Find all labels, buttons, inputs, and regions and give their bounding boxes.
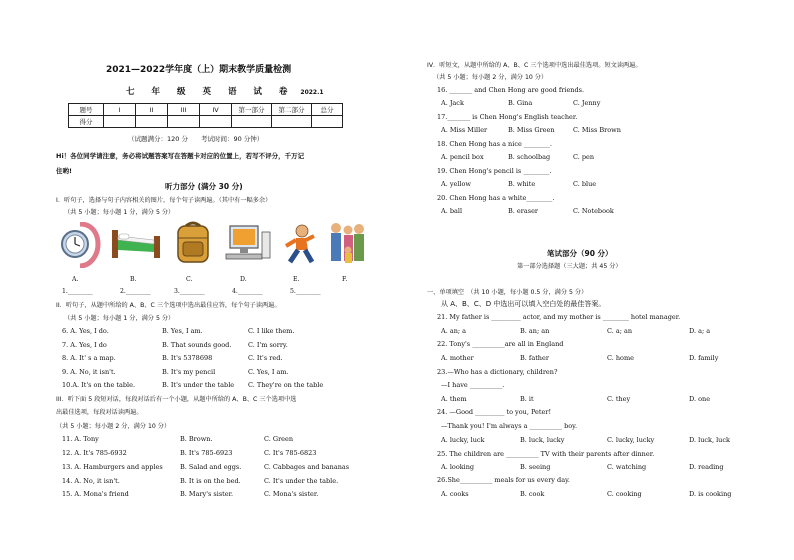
score-cell[interactable] — [136, 116, 168, 128]
option-text[interactable]: 11. A. Tony — [62, 435, 99, 443]
option-text[interactable]: B. an; an — [520, 327, 550, 335]
option-text[interactable]: 9. A. No, it isn't. — [62, 368, 116, 376]
option-text[interactable]: D. luck, luck — [689, 436, 730, 444]
option-text[interactable]: B. It's 5378698 — [162, 354, 213, 362]
option-text[interactable]: B. Mary's sister. — [180, 490, 234, 498]
option-text[interactable]: C. Green — [264, 435, 294, 443]
option-text[interactable]: B. schoolbag — [508, 153, 551, 161]
option-text[interactable]: 14. A. No, it isn't. — [62, 477, 120, 485]
option-text[interactable]: C. Miss Brown — [573, 126, 621, 134]
exam-info: （试题满分：120 分 考试时间：90 分钟） — [128, 135, 264, 143]
question-text: 17._______ is Chen Hong's English teacher. — [437, 113, 578, 121]
option-text[interactable]: B. luck, lucky — [520, 436, 565, 444]
option-text[interactable]: D. a; a — [689, 327, 711, 335]
option-text[interactable]: D. is cooking — [689, 490, 732, 498]
question-text: 18. Chen Hong has a nice ________. — [437, 140, 552, 148]
picture-letter: A. — [72, 276, 79, 283]
score-cell: 第一部分 — [232, 104, 272, 116]
score-cell[interactable] — [168, 116, 200, 128]
option-text[interactable]: B. Salad and eggs. — [180, 463, 242, 471]
answer-blank[interactable]: 2.________ — [120, 288, 151, 295]
option-text[interactable]: C. blue — [573, 180, 597, 188]
exam-date: 2022.1 — [300, 89, 324, 96]
subtitle-char: 试 — [253, 87, 262, 97]
option-text[interactable]: B. Brown. — [180, 435, 213, 443]
listening-header: 听力部分 (满分 30 分) — [165, 182, 243, 191]
question-text: 23.—Who has a dictionary, children? — [437, 368, 558, 376]
computer-icon — [224, 222, 272, 264]
bed-icon — [110, 222, 162, 262]
option-text[interactable]: B. It's 785-6923 — [180, 449, 233, 457]
question-text: —I have __________. — [441, 381, 505, 389]
option-text[interactable]: C. home — [607, 354, 634, 362]
section3-instruction-1: III．听下面 5 段短对话，每段对话后有一个小题，从题中所给的 A、B、C 三个选项中选 — [56, 396, 297, 403]
score-cell[interactable] — [312, 116, 343, 128]
option-text[interactable]: A. pencil box — [441, 153, 484, 161]
option-text[interactable]: C. It's under the table. — [264, 477, 339, 485]
score-cell[interactable] — [232, 116, 272, 128]
question-text: —Thank you! I'm always a __________ boy. — [441, 422, 578, 430]
question-text: 20. Chen Hong has a white________. — [437, 194, 555, 202]
question-text: 16. _______ and Chen Hong are good friends. — [437, 86, 585, 94]
section2-instruction: II．听句子，从题中所给的 A、B、C 三个选项中选出最佳应答，每个句子读两遍。 — [56, 302, 281, 309]
option-text[interactable]: C. pen — [573, 153, 595, 161]
option-text[interactable]: C. I'm sorry. — [248, 341, 288, 349]
option-text[interactable]: A. cooks — [441, 490, 469, 498]
score-cell[interactable] — [272, 116, 312, 128]
option-text[interactable]: C. They're on the table — [248, 381, 324, 389]
written-header: 笔试部分（90 分） — [547, 249, 613, 258]
answer-blank[interactable]: 3.________ — [174, 288, 205, 295]
option-text[interactable]: A. an; a — [441, 327, 467, 335]
option-text[interactable]: C. It's red. — [248, 354, 283, 362]
picture-letter: E. — [293, 276, 300, 283]
score-table — [68, 103, 343, 128]
score-cell: I — [104, 104, 136, 116]
score-table-score-row — [69, 116, 343, 128]
option-text[interactable]: 10.A. It's on the table. — [62, 381, 136, 389]
option-text[interactable]: A. ball — [441, 207, 463, 215]
option-text[interactable]: A. yellow — [441, 180, 471, 188]
answer-blank[interactable]: 4.________ — [232, 288, 263, 295]
family-icon — [326, 220, 370, 268]
part1-header: 第一部分选择题（三大题；共 45 分） — [517, 263, 622, 270]
option-text[interactable]: C. It's 785-6823 — [264, 449, 317, 457]
option-text[interactable]: C. a; an — [607, 327, 633, 335]
score-table-header-row — [69, 104, 343, 116]
section1-written-sub: 从 A、B、C、D 中选出可以填入空白处的最佳答案。 — [441, 300, 606, 308]
notice-line-1: Hi！各位同学请注意，务必将试题答案写在答题卡对应的位置上，若写不评分，千万记 — [56, 152, 305, 160]
picture-letter: C. — [186, 276, 193, 283]
watch-icon — [58, 222, 102, 268]
score-cell[interactable] — [104, 116, 136, 128]
answer-blank[interactable]: 1.________ — [62, 288, 93, 295]
option-text[interactable]: B. it — [520, 395, 534, 403]
exam-title: 2021—2022学年度（上）期末教学质量检测 — [106, 65, 292, 75]
question-text: 22. Tony's __________are all in England — [437, 340, 564, 348]
exam-subtitle — [126, 85, 324, 97]
picture-letter: B. — [130, 276, 137, 283]
section1-points: （共 5 小题；每小题 1 分，满分 5 分） — [64, 209, 175, 216]
option-text[interactable]: 12. A. It's 785-6932 — [62, 449, 127, 457]
option-text[interactable]: C. Jenny — [573, 99, 601, 107]
option-text[interactable]: C. Cabbages and bananas — [264, 463, 350, 471]
option-text[interactable]: A. mother — [441, 354, 474, 362]
score-cell: 题号 — [69, 104, 104, 116]
option-text[interactable]: D. family — [689, 354, 719, 362]
option-text[interactable]: B. That sounds good. — [162, 341, 232, 349]
question-text: 19. Chen Hong's pencil is ________. — [437, 167, 552, 175]
option-text[interactable]: C. watching — [607, 463, 647, 471]
option-text[interactable]: B. It's under the table — [162, 381, 235, 389]
option-text[interactable]: A. lucky, luck — [441, 436, 485, 444]
picture-letter: F. — [342, 276, 348, 283]
subtitle-char: 语 — [227, 87, 237, 97]
score-cell: 得分 — [69, 116, 104, 128]
option-text[interactable]: B. cook — [520, 490, 545, 498]
option-text[interactable]: C. Yes, I am. — [248, 368, 289, 376]
score-cell: II — [136, 104, 168, 116]
option-text[interactable]: B. Gina — [508, 99, 533, 107]
score-cell: 第二部分 — [272, 104, 312, 116]
section2-points: （共 5 小题；每小题 1 分，满分 5 分） — [64, 315, 175, 322]
answer-blank[interactable]: 5.________ — [290, 288, 321, 295]
schoolbag-icon — [172, 220, 214, 266]
notice-line-2: 住哟! — [56, 167, 72, 175]
section1-instruction: I．听句子，选择与句子内容相关的图片，每个句子读两遍。（其中有一幅多余） — [56, 197, 272, 204]
option-text[interactable]: C. I like them. — [248, 327, 295, 335]
score-cell[interactable] — [200, 116, 232, 128]
option-text[interactable]: C. cooking — [607, 490, 642, 498]
option-text[interactable]: B. It's my pencil — [162, 368, 216, 376]
option-text[interactable]: C. lucky, lucky — [607, 436, 655, 444]
question-text: 26.She__________ meals for us every day. — [437, 476, 570, 484]
subtitle-char: 英 — [202, 87, 211, 97]
option-text[interactable]: C. they — [607, 395, 631, 403]
option-text[interactable]: A. Miss Miller — [441, 126, 488, 134]
option-text[interactable]: B. Yes, I am. — [162, 327, 203, 335]
option-text[interactable]: C. Notebook — [573, 207, 614, 215]
option-text[interactable]: D. one — [689, 395, 711, 403]
option-text[interactable]: D. reading — [689, 463, 724, 471]
option-text[interactable]: B. white — [508, 180, 536, 188]
option-text[interactable]: B. Miss Green — [508, 126, 555, 134]
score-cell: III — [168, 104, 200, 116]
subtitle-char: 级 — [176, 87, 186, 97]
question-text: 24. —Good _________ to you, Peter! — [437, 408, 552, 416]
subtitle-char: 七 — [126, 87, 135, 97]
option-text[interactable]: A. Jack — [441, 99, 464, 107]
option-text[interactable]: B. It is on the bed. — [180, 477, 241, 485]
option-text[interactable]: C. Mona's sister. — [264, 490, 319, 498]
option-text[interactable]: A. them — [441, 395, 467, 403]
subtitle-char: 卷 — [278, 87, 288, 97]
option-text[interactable]: 6. A. Yes, I do. — [62, 327, 109, 335]
subtitle-char: 年 — [151, 87, 160, 97]
option-text[interactable]: A. looking — [441, 463, 475, 471]
option-text[interactable]: B. eraser — [508, 207, 539, 215]
section4-instruction: IV．听短文，从题中所给的 A、B、C 三个选项中选出最佳选项。短文读两遍。 — [427, 62, 642, 69]
section3-instruction-2: 出最佳选项，每段对话读两遍。 — [56, 409, 143, 416]
score-cell: 总分 — [312, 104, 343, 116]
running-boy-icon — [278, 222, 322, 268]
score-cell: IV — [200, 104, 232, 116]
option-text[interactable]: 15. A. Mona's friend — [62, 490, 129, 498]
picture-letter: D. — [240, 276, 247, 283]
right-page — [397, 0, 794, 560]
question-text: 21. My father is _________ actor, and my mother is ________ hotel manager. — [437, 313, 681, 321]
option-text[interactable]: B. seeing — [520, 463, 551, 471]
option-text[interactable]: 7. A. Yes, I do — [62, 341, 107, 349]
section4-points: （共 5 小题；每小题 2 分，满分 10 分） — [433, 74, 548, 81]
section1-written-instruction: 一、单项填空 （共 10 小题，每小题 0.5 分，满分 5 分） — [427, 289, 588, 296]
option-text[interactable]: 8. A. It' s a map. — [62, 354, 116, 362]
option-text[interactable]: 13. A. Hamburgers and apples — [62, 463, 163, 471]
section3-points: （共 5 小题；每小题 2 分，满分 10 分） — [56, 423, 171, 430]
question-text: 25. The children are __________ TV with their parents after dinner. — [437, 450, 655, 458]
option-text[interactable]: B. father — [520, 354, 549, 362]
